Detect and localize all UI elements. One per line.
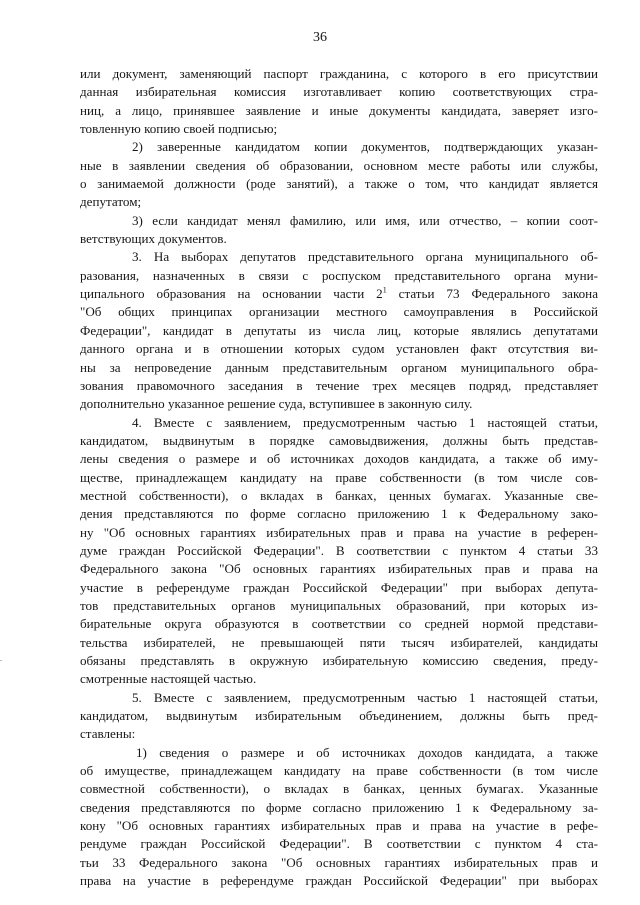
text-line: товленную копию своей подписью;: [80, 121, 278, 137]
text-line: думе граждан Российской Федерации". В соответствии с пунктом 4 статьи 33: [80, 542, 598, 558]
text-line: дополнительно указанное решение суда, вступившее в законную силу.: [80, 396, 473, 412]
text-line: ну "Об основных гарантиях избирательных прав и права на участие в референ-: [80, 524, 598, 540]
text-line: сведения представляются по форме согласно приложению 1 к Федеральному за-: [80, 799, 598, 815]
text-line: депутатом;: [80, 194, 142, 210]
text-line: кону "Об основных гарантиях избирательных прав и права на участие в рефе-: [80, 818, 598, 834]
text-line: или документ, заменяющий паспорт гражданина, с которого в его присутствии: [80, 66, 598, 81]
text-line: ставлены:: [80, 726, 136, 742]
text-line: ществе, принадлежащем кандидату на праве собственности (в том числе сов-: [80, 469, 598, 485]
text-line: дения представляются по форме согласно приложению 1 к Федеральному зако-: [80, 506, 598, 522]
text-line: об имуществе, принадлежащем кандидату на праве собственности (в том числе: [80, 763, 598, 779]
text-line: кандидатом, выдвинутым избирательным объединением, должны быть пред-: [80, 708, 598, 724]
text-line: 3. На выборах депутатов представительного органа муниципального об-: [132, 249, 598, 265]
scan-mark: [0, 660, 2, 661]
text-line: смотренные настоящей частью.: [80, 671, 257, 687]
text-line: лены сведения о размере и об источниках доходов кандидата, а также об иму-: [80, 451, 598, 467]
text-line: ветствующих документов.: [80, 231, 227, 247]
text-line: "Об общих принципах организации местного самоуправления в Российской: [80, 304, 598, 320]
text-line: права на участие в референдуме граждан Российской Федерации" при выборах: [80, 873, 598, 889]
text-line: кандидатом, выдвинутым в порядке самовыдвижения, должны быть представ-: [80, 432, 598, 448]
text-line: участие в референдуме граждан Российской Федерации" при выборах депута-: [80, 579, 598, 595]
text-line: зования правомочного заседания в течение трех месяцев подряд, представляет: [80, 377, 598, 393]
text-line: 2) заверенные кандидатом копии документов, подтверждающих указан-: [132, 139, 598, 155]
text-line: данная избирательная комиссия изготавливает копию соответствующих стра-: [80, 84, 598, 100]
text-line: местной собственности), о вкладах в банках, ценных бумагах. Указанные све-: [80, 487, 598, 503]
text-line: 1) сведения о размере и об источниках доходов кандидата, а также: [136, 744, 598, 760]
text-line: тельства избирателей, не превышающей пяти тысяч избирателей, кандидаты: [80, 634, 598, 650]
text-fragment: ципального образования на основании части 2: [80, 286, 383, 302]
text-line: ные в заявлении сведения об образовании, основном месте работы или службы,: [80, 157, 598, 173]
text-line: разования, назначенных в связи с роспуском представительного органа муни-: [80, 267, 598, 283]
text-line: Федерации", кандидат в депутаты из числа лиц, которые являлись депутатами: [80, 322, 598, 338]
text-line: данного органа и в отношении которых судом установлен факт отсутствия ви-: [80, 341, 598, 357]
text-line: Федерального закона "Об основных гарантиях избирательных прав и права на: [80, 561, 598, 577]
text-line: тьи 33 Федерального закона "Об основных гарантиях избирательных прав и: [80, 854, 598, 870]
text-line: обязаны представлять в окружную избирательную комиссию сведения, преду-: [80, 653, 598, 668]
superscript: 1: [382, 285, 387, 295]
text-line: рендуме граждан Российской Федерации". В соответствии с пунктом 4 ста-: [80, 836, 598, 852]
text-line: [80, 285, 598, 303]
text-line: 4. Вместе с заявлением, предусмотренным частью 1 настоящей статьи,: [132, 414, 598, 430]
text-line: ниц, а лицо, принявшее заявление и иные документы кандидата, заверяет изго-: [80, 102, 598, 118]
text-line: тов представительных органов муниципальных образований, при которых из-: [80, 597, 598, 613]
text-line: ны за непроведение данным представительным органом муниципального обра-: [80, 359, 598, 375]
text-line: совместной собственности), о вкладах в банках, ценных бумагах. Указанные: [80, 781, 598, 797]
text-line: 3) если кандидат менял фамилию, или имя, или отчество, – копии соот-: [132, 212, 598, 228]
text-line: бирательные округа образуются в соответствии со средней нормой представи-: [80, 616, 598, 632]
text-line: 5. Вместе с заявлением, предусмотренным частью 1 настоящей статьи,: [132, 689, 598, 705]
document-body: [80, 65, 598, 890]
page-number: 36: [313, 30, 327, 45]
text-fragment: статьи 73 Федерального закона: [386, 286, 599, 302]
text-line: о занимаемой должности (роде занятий), а также о том, что кандидат является: [80, 176, 598, 192]
